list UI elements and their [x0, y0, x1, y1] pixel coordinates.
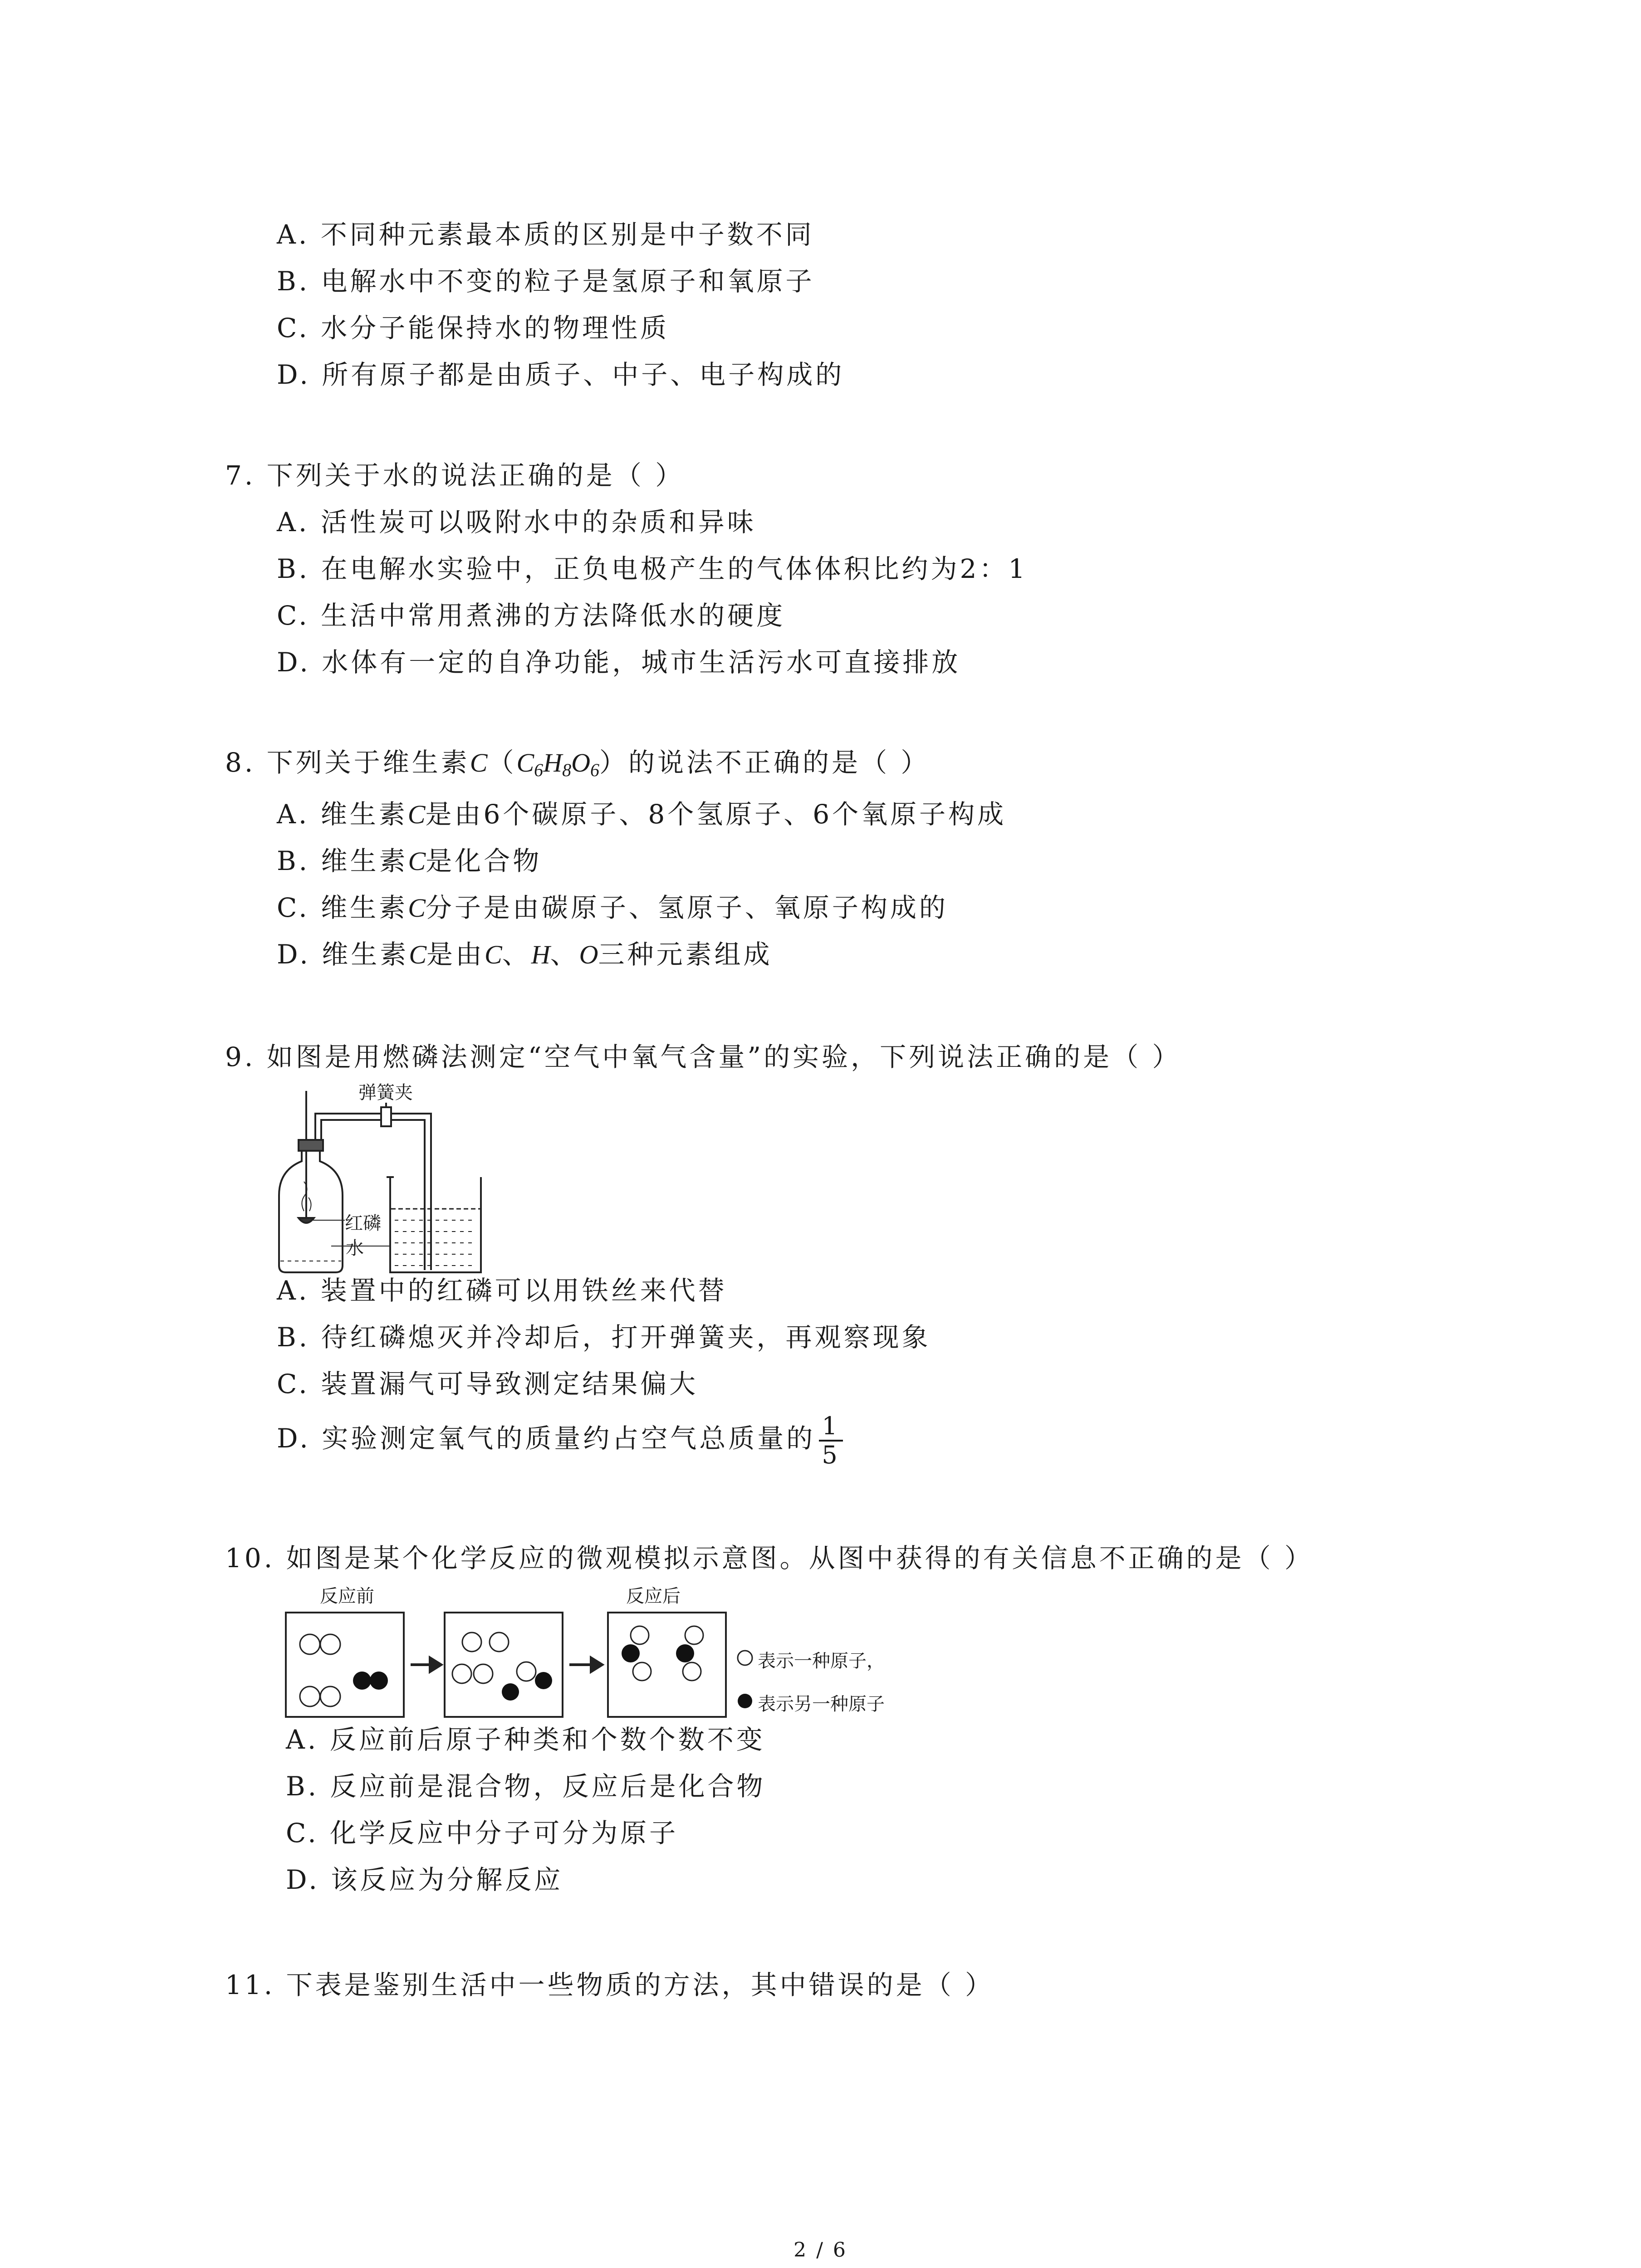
q8-stem: 8. 下列关于维生素$C(C_6H_8O_6)$的说法不正确的是（ ）: [225, 747, 930, 780]
q9-option-d: D. 实验测定氧气的质量约占空气总质量的 $\frac{1}{5}$: [277, 1413, 843, 1469]
q7-option-c: C. 生活中常用煮沸的方法降低水的硬度: [277, 600, 786, 631]
water-label: 水: [346, 1238, 364, 1259]
phosphorus-apparatus-figure: [268, 1082, 513, 1277]
q10-option-b: B. 反应前是混合物，反应后是化合物: [286, 1771, 766, 1802]
q6-option-c: C. 水分子能保持水的物理性质: [277, 313, 670, 343]
q6-option-a: A. 不同种元素最本质的区别是中子数不同: [277, 219, 814, 250]
q8-option-d: D. 维生素C是由C、H、O三种元素组成: [277, 939, 773, 970]
q6-option-d: D. 所有原子都是由质子、中子、电子构成的: [277, 359, 845, 390]
q9-stem: 9. 如图是用燃磷法测定“空气中氧气含量”的实验，下列说法正确的是（ ）: [225, 1041, 1181, 1072]
phosphorus-label: 红磷: [345, 1213, 381, 1234]
legend-white-atom: 表示一种原子，: [758, 1651, 885, 1672]
page-number: 2 / 6: [794, 2239, 847, 2262]
q8-option-a: A. 维生素C是由6个碳原子、8个氢原子、6个氧原子构成: [277, 799, 1007, 830]
q7-option-d: D. 水体有一定的自净功能，城市生活污水可直接排放: [277, 647, 961, 678]
q10-stem: 10. 如图是某个化学反应的微观模拟示意图。从图中获得的有关信息不正确的是（ ）: [225, 1543, 1314, 1574]
q8-option-c: C. 维生素C分子是由碳原子、氢原子、氧原子构成的: [277, 892, 948, 923]
q7-stem: 7. 下列关于水的说法正确的是（ ）: [225, 460, 685, 491]
q7-option-b: B. 在电解水实验中，正负电极产生的气体体积比约为2：1: [277, 553, 1028, 584]
q9-option-a: A. 装置中的红磷可以用铁丝来代替: [277, 1275, 727, 1306]
q9-option-b: B. 待红磷熄灭并冷却后，打开弹簧夹，再观察现象: [277, 1322, 931, 1353]
legend-black-atom: 表示另一种原子: [758, 1694, 885, 1715]
after-label: 反应后: [626, 1586, 681, 1607]
reaction-micro-figure: [281, 1585, 939, 1726]
q10-option-c: C. 化学反应中分子可分为原子: [286, 1818, 679, 1848]
q6-option-b: B. 电解水中不变的粒子是氢原子和氧原子: [277, 266, 815, 297]
q11-stem: 11. 下表是鉴别生活中一些物质的方法，其中错误的是（ ）: [225, 1970, 994, 2000]
q10-option-d: D. 该反应为分解反应: [286, 1864, 563, 1895]
q10-option-a: A. 反应前后原子种类和个数个数不变: [286, 1724, 765, 1755]
q7-option-a: A. 活性炭可以吸附水中的杂质和异味: [277, 507, 756, 538]
fraction-one-fifth: $\frac{1}{5}$: [819, 1413, 843, 1469]
phosphorus-apparatus-diagram: [268, 1082, 513, 1277]
clip-label: 弹簧夹: [358, 1082, 413, 1103]
q8-option-b: B. 维生素C是化合物: [277, 846, 542, 876]
q9-option-c: C. 装置漏气可导致测定结果偏大: [277, 1369, 699, 1399]
before-label: 反应前: [320, 1586, 374, 1607]
